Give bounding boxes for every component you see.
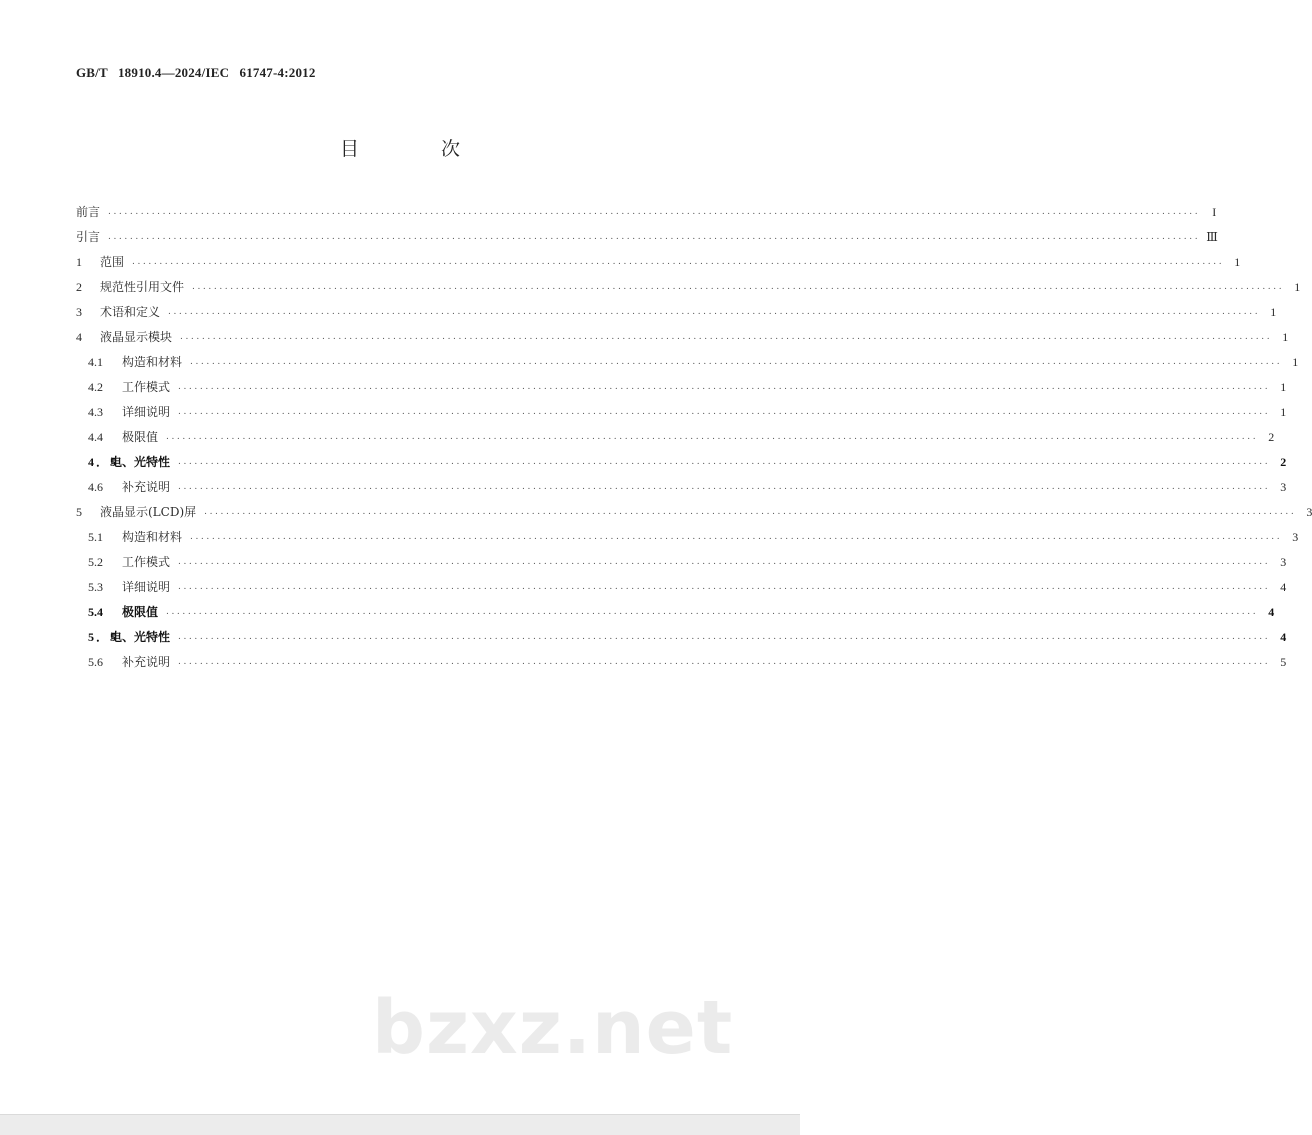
toc-entry[interactable] [76,425,1275,450]
toc-entry-label: 电、光特性 [110,455,171,469]
toc-entry-number: 4.6 [88,480,103,494]
toc-title: 目 次 [339,138,499,160]
toc-entry-page: 1 [1270,305,1277,319]
toc-entry-label: 术语和定义 [100,305,161,319]
toc-entry-number: 4 [76,330,82,344]
toc-leader-dots: ........................................................................................................................................................................................................ [190,532,1283,542]
toc-entry-number: 5.3 [88,580,103,594]
toc-entry-page: 1 [1280,405,1287,419]
toc-entry-page: 5 [1280,655,1287,669]
toc-leader-dots: ........................................................................................................................................................................................................ [180,332,1273,342]
toc-entry-page: 4 [1280,630,1287,644]
toc-entry-label: 详细说明 [122,580,171,594]
toc-entry-label: 液晶显示(LCD)屏 [100,505,197,519]
toc-entry-number: 2 [76,280,82,294]
toc-entry[interactable] [76,200,1217,225]
toc-entry-page: 1 [1294,280,1301,294]
toc-entry-page: I [1212,205,1217,219]
toc-entry-number: 5.6 [88,655,103,669]
toc-leader-dots: ........................................................................................................................................................................................................ [166,432,1259,442]
toc-entry-page: 4 [1268,605,1275,619]
toc-entry[interactable] [76,625,1287,650]
toc-entry-page: 3 [1306,505,1312,519]
toc-leader-dots: ........................................................................................................................................................................................................ [192,282,1285,292]
toc-entry-label: 补充说明 [122,655,171,669]
toc-entry-label: 工作模式 [122,555,171,569]
toc-entry-number: 5.1 [88,530,103,544]
toc-leader-dots: ........................................................................................................................................................................................................ [132,257,1225,267]
toc-entry-label: 前言 [76,205,101,219]
toc-entry-page: 1 [1234,255,1241,269]
table-of-contents [76,200,1312,675]
toc-entry[interactable] [76,525,1299,550]
toc-entry-number: 4．5 [88,455,119,469]
toc-entry[interactable] [76,350,1299,375]
toc-entry-page: 2 [1268,430,1275,444]
toc-entry[interactable] [76,400,1287,425]
toc-entry-label: 规范性引用文件 [100,280,185,294]
standard-number: GB/T 18910.4—2024/IEC 61747-4:2012 [76,65,316,80]
toc-entry[interactable] [76,650,1287,675]
toc-entry-page: 1 [1292,355,1299,369]
toc-entry[interactable] [76,500,1312,525]
toc-entry-page: 3 [1292,530,1299,544]
toc-entry-number: 4.1 [88,355,103,369]
toc-entry-number: 5.2 [88,555,103,569]
toc-entry-label: 构造和材料 [122,530,183,544]
toc-leader-dots: ........................................................................................................................................................................................................ [178,557,1271,567]
toc-leader-dots: ........................................................................................................................................................................................................ [190,357,1283,367]
toc-entry-page: 1 [1282,330,1289,344]
toc-entry-page: Ⅲ [1206,230,1218,244]
watermark: bzxz.net [372,985,734,1071]
toc-entry[interactable] [76,325,1289,350]
toc-entry[interactable] [76,250,1241,275]
toc-entry-number: 4.4 [88,430,103,444]
toc-entry[interactable] [76,475,1287,500]
toc-entry-number: 5 [76,505,82,519]
toc-entry-label: 液晶显示模块 [100,330,173,344]
toc-leader-dots: ........................................................................................................................................................................................................ [178,632,1271,642]
toc-entry-number: 5.4 [88,605,103,619]
toc-entry-page: 3 [1280,555,1287,569]
toc-leader-dots: ........................................................................................................................................................................................................ [168,307,1261,317]
toc-entry-number: 5．5 [88,630,119,644]
toc-entry[interactable] [76,300,1277,325]
toc-leader-dots: ........................................................................................................................................................................................................ [178,407,1271,417]
toc-entry-label: 范围 [100,255,125,269]
toc-entry[interactable] [76,275,1301,300]
toc-leader-dots: ........................................................................................................................................................................................................ [166,607,1259,617]
toc-leader-dots: ........................................................................................................................................................................................................ [108,207,1201,217]
toc-entry-label: 极限值 [122,430,159,444]
toc-entry-label: 电、光特性 [110,630,171,644]
toc-entry-number: 4.3 [88,405,103,419]
toc-entry[interactable] [76,225,1218,250]
toc-entry-label: 引言 [76,230,101,244]
toc-entry-label: 构造和材料 [122,355,183,369]
toc-entry-page: 3 [1280,480,1287,494]
toc-entry-page: 2 [1280,455,1287,469]
toc-entry[interactable] [76,375,1287,400]
toc-entry[interactable] [76,600,1275,625]
toc-leader-dots: ........................................................................................................................................................................................................ [178,657,1271,667]
toc-leader-dots: ........................................................................................................................................................................................................ [178,582,1271,592]
toc-leader-dots: ........................................................................................................................................................................................................ [108,232,1201,242]
toc-entry[interactable] [76,450,1287,475]
toc-entry-number: 4.2 [88,380,103,394]
toc-leader-dots: ........................................................................................................................................................................................................ [204,507,1297,517]
toc-leader-dots: ........................................................................................................................................................................................................ [178,482,1271,492]
toc-entry-label: 补充说明 [122,480,171,494]
toc-entry-number: 1 [76,255,82,269]
toc-entry-label: 详细说明 [122,405,171,419]
toc-entry-page: 4 [1280,580,1287,594]
toc-entry-number: 3 [76,305,82,319]
page-bottom-edge [0,1114,800,1135]
toc-entry[interactable] [76,550,1287,575]
toc-entry-label: 工作模式 [122,380,171,394]
toc-leader-dots: ........................................................................................................................................................................................................ [178,457,1271,467]
toc-entry-page: 1 [1280,380,1287,394]
toc-leader-dots: ........................................................................................................................................................................................................ [178,382,1271,392]
toc-entry[interactable] [76,575,1287,600]
toc-entry-label: 极限值 [122,605,159,619]
